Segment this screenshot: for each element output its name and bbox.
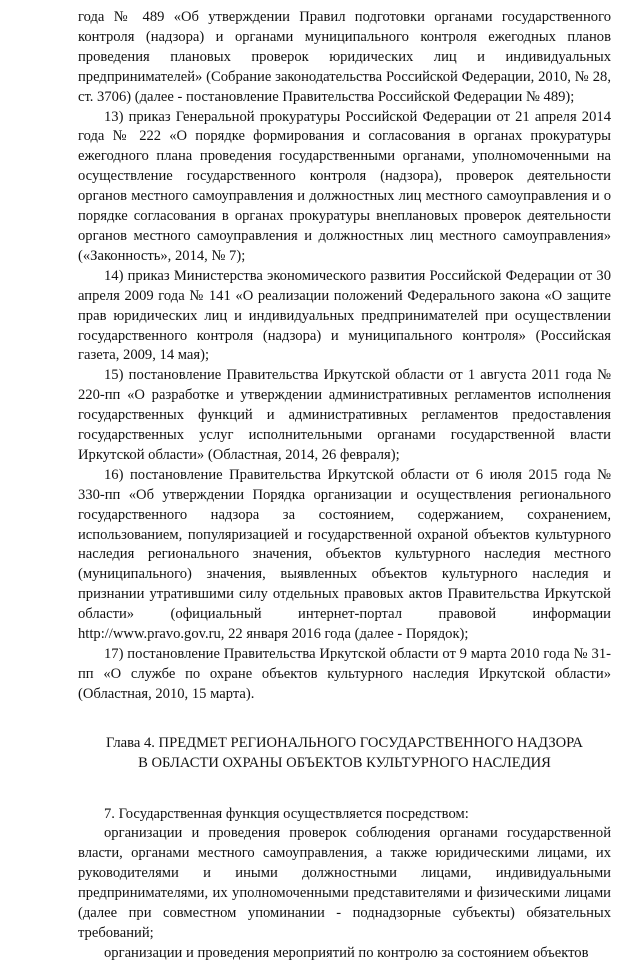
paragraph-item-17: 17) постановление Правительства Иркутской области от 9 марта 2010 года № 31-пп «О службе по охране объектов культурного наследия Иркутской области» (Областная, 2010, 15 марта). (78, 646, 611, 702)
paragraph-item-16: 16) постановление Правительства Иркутской области от 6 июля 2015 года № 330-пп «Об утверждении Порядка организации и осуществления регионального государственного надзора за состоянием, содержанием, сохранением, использованием, популяризацией и государственной охраной объектов культурного наследия регионального значения, объектов культурного наследия местного (муниципального) значения, выявленных объектов культурного наследия и признании утратившими силу отдельных правовых актов Правительства Иркутской области» (официальный интернет-портал правовой информации http://www.pravo.gov.ru, 22 января 2016 года (далее - Порядок); (78, 466, 611, 643)
paragraph-item-13: 13) приказ Генеральной прокуратуры Российской Федерации от 21 апреля 2014 года № 222 «О порядке формирования и согласования в органах прокуратуры ежегодного плана проведения государственными органами, уполномоченными на осуществление государственного контроля (надзора), проверок деятельности органов местного самоуправления и должностных лиц местного самоуправления и о порядке согласования в органах прокуратуры внеплановых проверок деятельности органов местного самоуправления и должностных лиц местного самоуправления» («Законность», 2014, № 7); (78, 108, 611, 264)
paragraph-item-14: 14) приказ Министерства экономического развития Российской Федерации от 30 апреля 2009 года № 141 «О реализации положений Федерального закона «О защите прав юридических лиц и индивидуальных предпринимателей при осуществлении государственного контроля (надзора) и муниципального контроля» (Российская газета, 2009, 14 мая); (78, 267, 611, 364)
chapter-heading-line-2: В ОБЛАСТИ ОХРАНЫ ОБЪЕКТОВ КУЛЬТУРНОГО НАСЛЕДИЯ (138, 754, 551, 771)
paragraph-decree-489-continuation: года № 489 «Об утверждении Правил подготовки органами государственного контроля (надзора) и органами муниципального контроля ежегодных планов проведения плановых проверок юридических лиц и индивидуальных предпринимателей» (Собрание законодательства Российской Федерации, 2010, № 28, ст. 3706) (далее - постановление Правительства Российской Федерации № 489); (78, 9, 611, 105)
paragraph-item-15: 15) постановление Правительства Иркутской области от 1 августа 2011 года № 220-пп «О разработке и утверждении административных регламентов исполнения государственных функций и административных регламентов предоставления государственных услуг исполнительными органами государственной власти Иркутской области» (Областная, 2014, 26 февраля); (78, 367, 611, 463)
chapter-heading-line-1: Глава 4. ПРЕДМЕТ РЕГИОНАЛЬНОГО ГОСУДАРСТВЕННОГО НАДЗОРА (106, 734, 583, 751)
paragraph-section-7: 7. Государственная функция осуществляется посредством: (104, 805, 469, 822)
chapter-4-heading (78, 734, 611, 774)
paragraph-monitoring: организации и проведения мероприятий по контролю за состоянием объектов (104, 944, 589, 961)
paragraph-inspections: организации и проведения проверок соблюдения органами государственной власти, органами местного самоуправления, а также юридическими лицами, их руководителями и иными должностными лицами, индивидуальными предпринимателями, их уполномоченными представителями и физическими лицами (далее при совместном упоминании - поднадзорные субъекты) обязательных требований; (78, 825, 611, 941)
document-body (78, 8, 611, 964)
